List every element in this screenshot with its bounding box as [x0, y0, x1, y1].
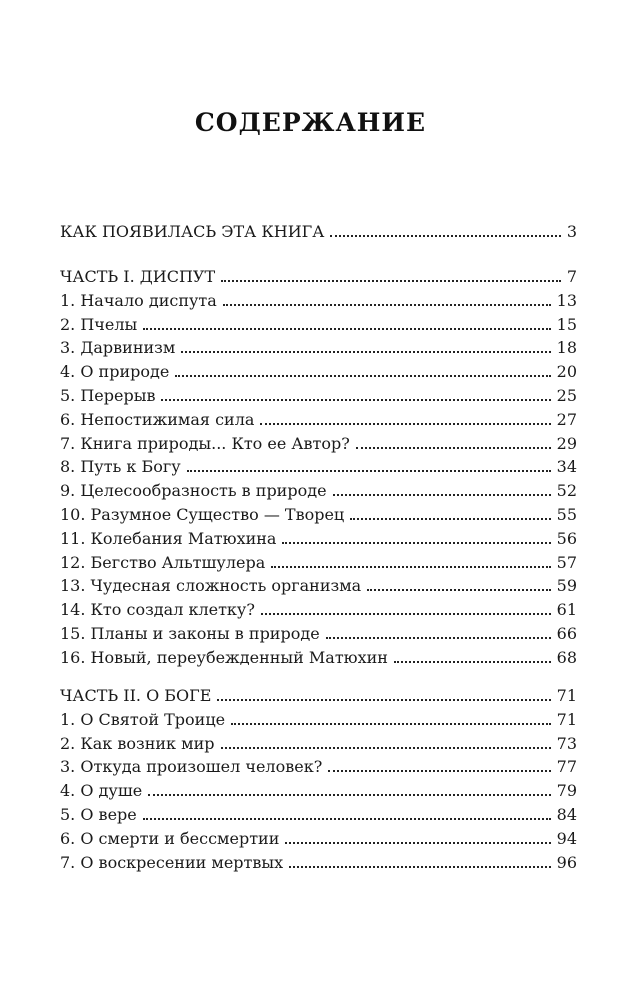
toc-entry-label: КАК ПОЯВИЛАСЬ ЭТА КНИГА — [60, 222, 325, 241]
toc-entry-label: 5. О вере — [60, 804, 137, 824]
dot-leader — [330, 234, 560, 237]
dot-leader — [143, 327, 550, 330]
toc-entry-page: 15 — [556, 314, 577, 334]
dot-leader — [350, 517, 550, 520]
toc-entry-label: 13. Чудесная сложность организма — [60, 576, 362, 596]
toc-entry-page: 29 — [556, 433, 577, 453]
toc-entry-page: 71 — [556, 686, 577, 705]
toc-entry — [60, 527, 577, 551]
toc-entry-page: 96 — [556, 852, 577, 872]
toc-entry-label: 16. Новый, переубежденный Матюхин — [60, 647, 388, 667]
dot-leader — [221, 279, 561, 282]
toc-entry-label: 6. Непостижимая сила — [60, 409, 255, 429]
toc-intro-section — [60, 220, 577, 244]
dot-leader — [181, 350, 550, 353]
toc-entry — [60, 803, 577, 827]
toc-entry — [60, 360, 577, 384]
toc-entry-page: 66 — [556, 623, 577, 643]
toc-entry — [60, 574, 577, 598]
dot-leader — [328, 769, 550, 772]
toc-entry-label: 3. Откуда произошел человек? — [60, 757, 323, 777]
toc-entry-label: 9. Целесообразность в природе — [60, 481, 327, 501]
dot-leader — [175, 374, 550, 377]
toc-entry — [60, 622, 577, 646]
toc-part2-section — [60, 684, 577, 874]
toc-entry-label: ЧАСТЬ I. ДИСПУТ — [60, 267, 216, 286]
toc-entry-page: 13 — [556, 290, 577, 310]
dot-leader — [148, 793, 550, 796]
toc-entry — [60, 289, 577, 313]
dot-leader — [285, 841, 550, 844]
toc-entry-page: 59 — [556, 576, 577, 596]
dot-leader — [394, 660, 551, 663]
toc-entry-page: 34 — [556, 457, 577, 477]
dot-leader — [221, 746, 551, 749]
toc-entry-label: 5. Перерыв — [60, 385, 156, 405]
toc-entry — [60, 851, 577, 875]
toc-entry-page: 71 — [556, 709, 577, 729]
toc-entry-page: 73 — [556, 733, 577, 753]
toc-part-heading — [60, 684, 577, 708]
toc-entry-page: 25 — [556, 385, 577, 405]
toc-entry-page: 57 — [556, 552, 577, 572]
dot-leader — [187, 469, 551, 472]
toc-entry-label: 8. Путь к Богу — [60, 457, 181, 477]
toc-entry-label: 15. Планы и законы в природе — [60, 623, 320, 643]
toc-entry-page: 27 — [556, 409, 577, 429]
dot-leader — [261, 612, 551, 615]
dot-leader — [367, 588, 550, 591]
dot-leader — [143, 817, 551, 820]
toc-entry-page: 77 — [556, 757, 577, 777]
toc-entry-page: 55 — [556, 504, 577, 524]
dot-leader — [289, 865, 550, 868]
toc-entry-label: 2. Пчелы — [60, 314, 138, 334]
toc-entry — [60, 384, 577, 408]
toc-entry-label: 3. Дарвинизм — [60, 338, 176, 358]
toc-entry-label: 14. Кто создал клетку? — [60, 600, 255, 620]
toc-entry-page: 3 — [566, 222, 577, 241]
toc-entry — [60, 313, 577, 337]
toc-entry-page: 61 — [556, 600, 577, 620]
toc-entry-label: 4. О душе — [60, 781, 143, 801]
toc-entry-page: 94 — [556, 828, 577, 848]
toc-entry-label: 7. О воскресении мертвых — [60, 852, 284, 872]
toc-entry-page: 79 — [556, 781, 577, 801]
dot-leader — [356, 446, 551, 449]
toc-entry-page: 52 — [556, 481, 577, 501]
toc-entry — [60, 479, 577, 503]
dot-leader — [260, 422, 550, 425]
toc-entry — [60, 708, 577, 732]
toc-entry — [60, 336, 577, 360]
dot-leader — [231, 722, 551, 725]
toc-entry-label: 11. Колебания Матюхина — [60, 528, 277, 548]
toc-entry-page: 7 — [566, 267, 577, 286]
toc-entry-page: 84 — [556, 804, 577, 824]
dot-leader — [282, 541, 550, 544]
toc-entry-label: ЧАСТЬ II. О БОГЕ — [60, 686, 212, 705]
toc-entry-page: 56 — [556, 528, 577, 548]
toc-entry — [60, 827, 577, 851]
toc-entry — [60, 755, 577, 779]
toc-entry — [60, 408, 577, 432]
toc-entry-page: 18 — [556, 338, 577, 358]
dot-leader — [223, 303, 551, 306]
toc-entry-label: 1. Начало диспута — [60, 290, 217, 310]
toc-entry-intro — [60, 220, 577, 244]
toc-entry-label: 6. О смерти и бессмертии — [60, 828, 280, 848]
dot-leader — [217, 698, 550, 701]
toc-part1-section — [60, 265, 577, 670]
toc-entry — [60, 551, 577, 575]
toc-entry — [60, 503, 577, 527]
toc-entry — [60, 646, 577, 670]
toc-entry-label: 7. Книга природы... Кто ее Автор? — [60, 433, 350, 453]
toc-entry-page: 68 — [556, 647, 577, 667]
toc-entry-label: 2. Как возник мир — [60, 733, 215, 753]
toc-part-heading — [60, 265, 577, 289]
toc-entry — [60, 598, 577, 622]
dot-leader — [326, 636, 551, 639]
toc-entry-label: 12. Бегство Альтшулера — [60, 552, 266, 572]
toc-entry-label: 4. О природе — [60, 362, 170, 382]
toc-entry — [60, 432, 577, 456]
toc-entry-page: 20 — [556, 362, 577, 382]
dot-leader — [161, 398, 550, 401]
dot-leader — [271, 565, 550, 568]
toc-entry — [60, 732, 577, 756]
toc-entry — [60, 779, 577, 803]
dot-leader — [333, 493, 551, 496]
toc-entry-label: 1. О Святой Троице — [60, 709, 226, 729]
page-title: СОДЕРЖАНИЕ — [194, 108, 427, 137]
toc-entry — [60, 455, 577, 479]
toc-entry-label: 10. Разумное Существо — Творец — [60, 504, 345, 524]
